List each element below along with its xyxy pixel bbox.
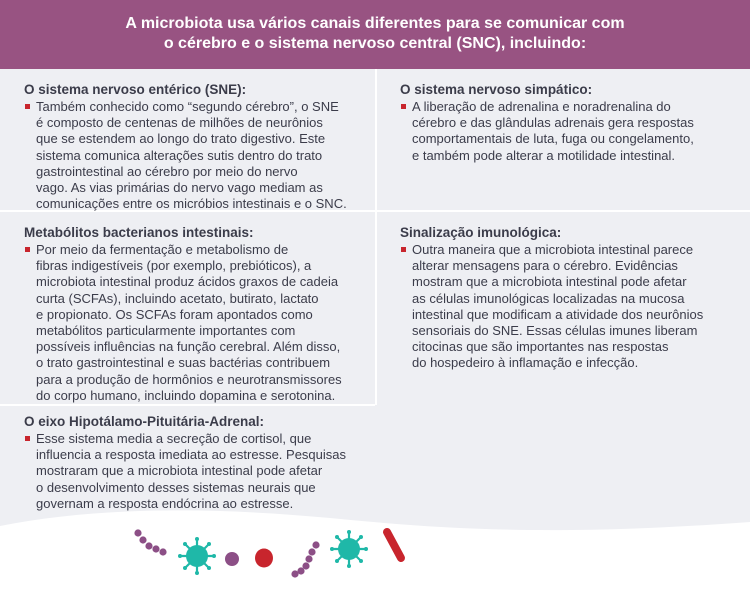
bullet-line: gastrointestinal ao cérebro por meio do nervo — [36, 163, 298, 179]
bullet-line: cérebro e das glândulas adrenais gera respostas — [412, 115, 694, 131]
bullet-line: mostram que a microbiota intestinal pode afetar — [412, 274, 687, 290]
bullet-line: comunicações entre os micróbios intestinais e o SNC. — [36, 196, 347, 212]
bullet-line: mostraram que a microbiota intestinal pode afetar — [36, 463, 323, 479]
bullet-line: do hospedeiro à inflamação e infecção. — [412, 355, 639, 371]
red-cell-icon — [255, 549, 273, 568]
page-header — [0, 0, 750, 69]
header-line-1: A microbiota usa vários canais diferentes para se comunicar com — [125, 15, 625, 32]
bullet-line: influencia a resposta imediata ao estresse. Pesquisas — [36, 447, 347, 463]
bullet-line: que se estendem ao longo do trato digestivo. Este — [36, 131, 326, 147]
section-title: O eixo Hipotálamo-Pituitária-Adrenal: — [24, 414, 265, 429]
bullet-line: Outra maneira que a microbiota intestinal parece — [412, 242, 694, 257]
bullet-line: Esse sistema media a secreção de cortisol, que — [36, 431, 312, 446]
section-hpa-axis — [24, 413, 369, 512]
bullet-line: Por meio da fermentação e metabolismo de — [36, 242, 289, 257]
virus-icon — [330, 530, 368, 568]
section-metabolites — [24, 224, 369, 404]
bullet-line: comportamentais de luta, fuga ou congelamento, — [412, 131, 694, 147]
bullet-line: e também pode alterar a motilidade intestinal. — [412, 147, 676, 163]
header-line-2: o cérebro e o sistema nervoso central (SNC), incluindo: — [163, 35, 587, 52]
content-grid — [0, 69, 750, 511]
bullet-line: citocinas que são importantes nas respostas — [412, 339, 669, 355]
bullet-line: metabólitos particularmente importantes com — [36, 323, 296, 339]
bullet-line: é composto de centenas de milhões de neurônios — [36, 115, 323, 131]
section-title: Sinalização imunológica: — [400, 225, 562, 240]
bullet-line: microbiota intestinal produz ácidos graxos de cadeia — [36, 274, 339, 290]
section-bullet — [24, 242, 369, 404]
bullet-line: Também conhecido como “segundo cérebro”, o SNE — [36, 99, 339, 114]
section-title: O sistema nervoso entérico (SNE): — [24, 82, 247, 97]
section-sympathetic — [400, 81, 740, 164]
bullet-line: governam a resposta endócrina ao estresse. — [36, 495, 294, 511]
section-title: O sistema nervoso simpático: — [400, 82, 593, 97]
section-title: Metabólitos bacterianos intestinais: — [24, 225, 254, 240]
bullet-line: possíveis influências na função cerebral. Além disso, — [36, 339, 341, 355]
bullet-line: do corpo humano, incluindo dopamina e serotonina. — [36, 387, 336, 403]
section-immune — [400, 224, 740, 372]
bullet-line: vago. As vias primárias do nervo vago mediam as — [36, 180, 323, 196]
bullet-line: intestinal que modificam a atividade dos neurônios — [412, 306, 704, 322]
bullet-line: as células imunológicas localizadas na mucosa — [412, 290, 685, 306]
divider-vertical — [375, 69, 377, 405]
virus-icon — [178, 537, 216, 575]
divider-horizontal-2 — [0, 404, 375, 406]
wave-shape — [0, 510, 750, 593]
bullet-line: curta (SCFAs), incluindo acetato, butirato, lactato — [36, 290, 319, 306]
coccus-icon — [225, 552, 239, 566]
bullet-line: alterar mensagens para o cérebro. Evidências — [412, 258, 678, 274]
bullet-line: A liberação de adrenalina e noradrenalina do — [412, 99, 671, 114]
bullet-line: o trato gastrointestinal e suas bactérias contribuem — [36, 355, 331, 371]
bullet-line: fibras indigestíveis (por exemplo, prebióticos), a — [36, 258, 312, 274]
bullet-line: e propionato. Os SCFAs foram apontados como — [36, 306, 313, 322]
section-bullet — [400, 242, 740, 372]
section-bullet — [400, 99, 740, 164]
bullet-line: para a produção de hormônios e neurotransmissores — [36, 371, 342, 387]
bullet-line: o desenvolvimento desses sistemas neurais que — [36, 479, 316, 495]
bullet-line: sistema comunica alterações sutis dentro do trato — [36, 147, 323, 163]
section-sne — [24, 81, 369, 212]
microbe-footer — [0, 500, 750, 593]
section-bullet — [24, 99, 369, 212]
bullet-line: sensoriais do SNE. Essas células imunes liberam — [412, 323, 698, 339]
